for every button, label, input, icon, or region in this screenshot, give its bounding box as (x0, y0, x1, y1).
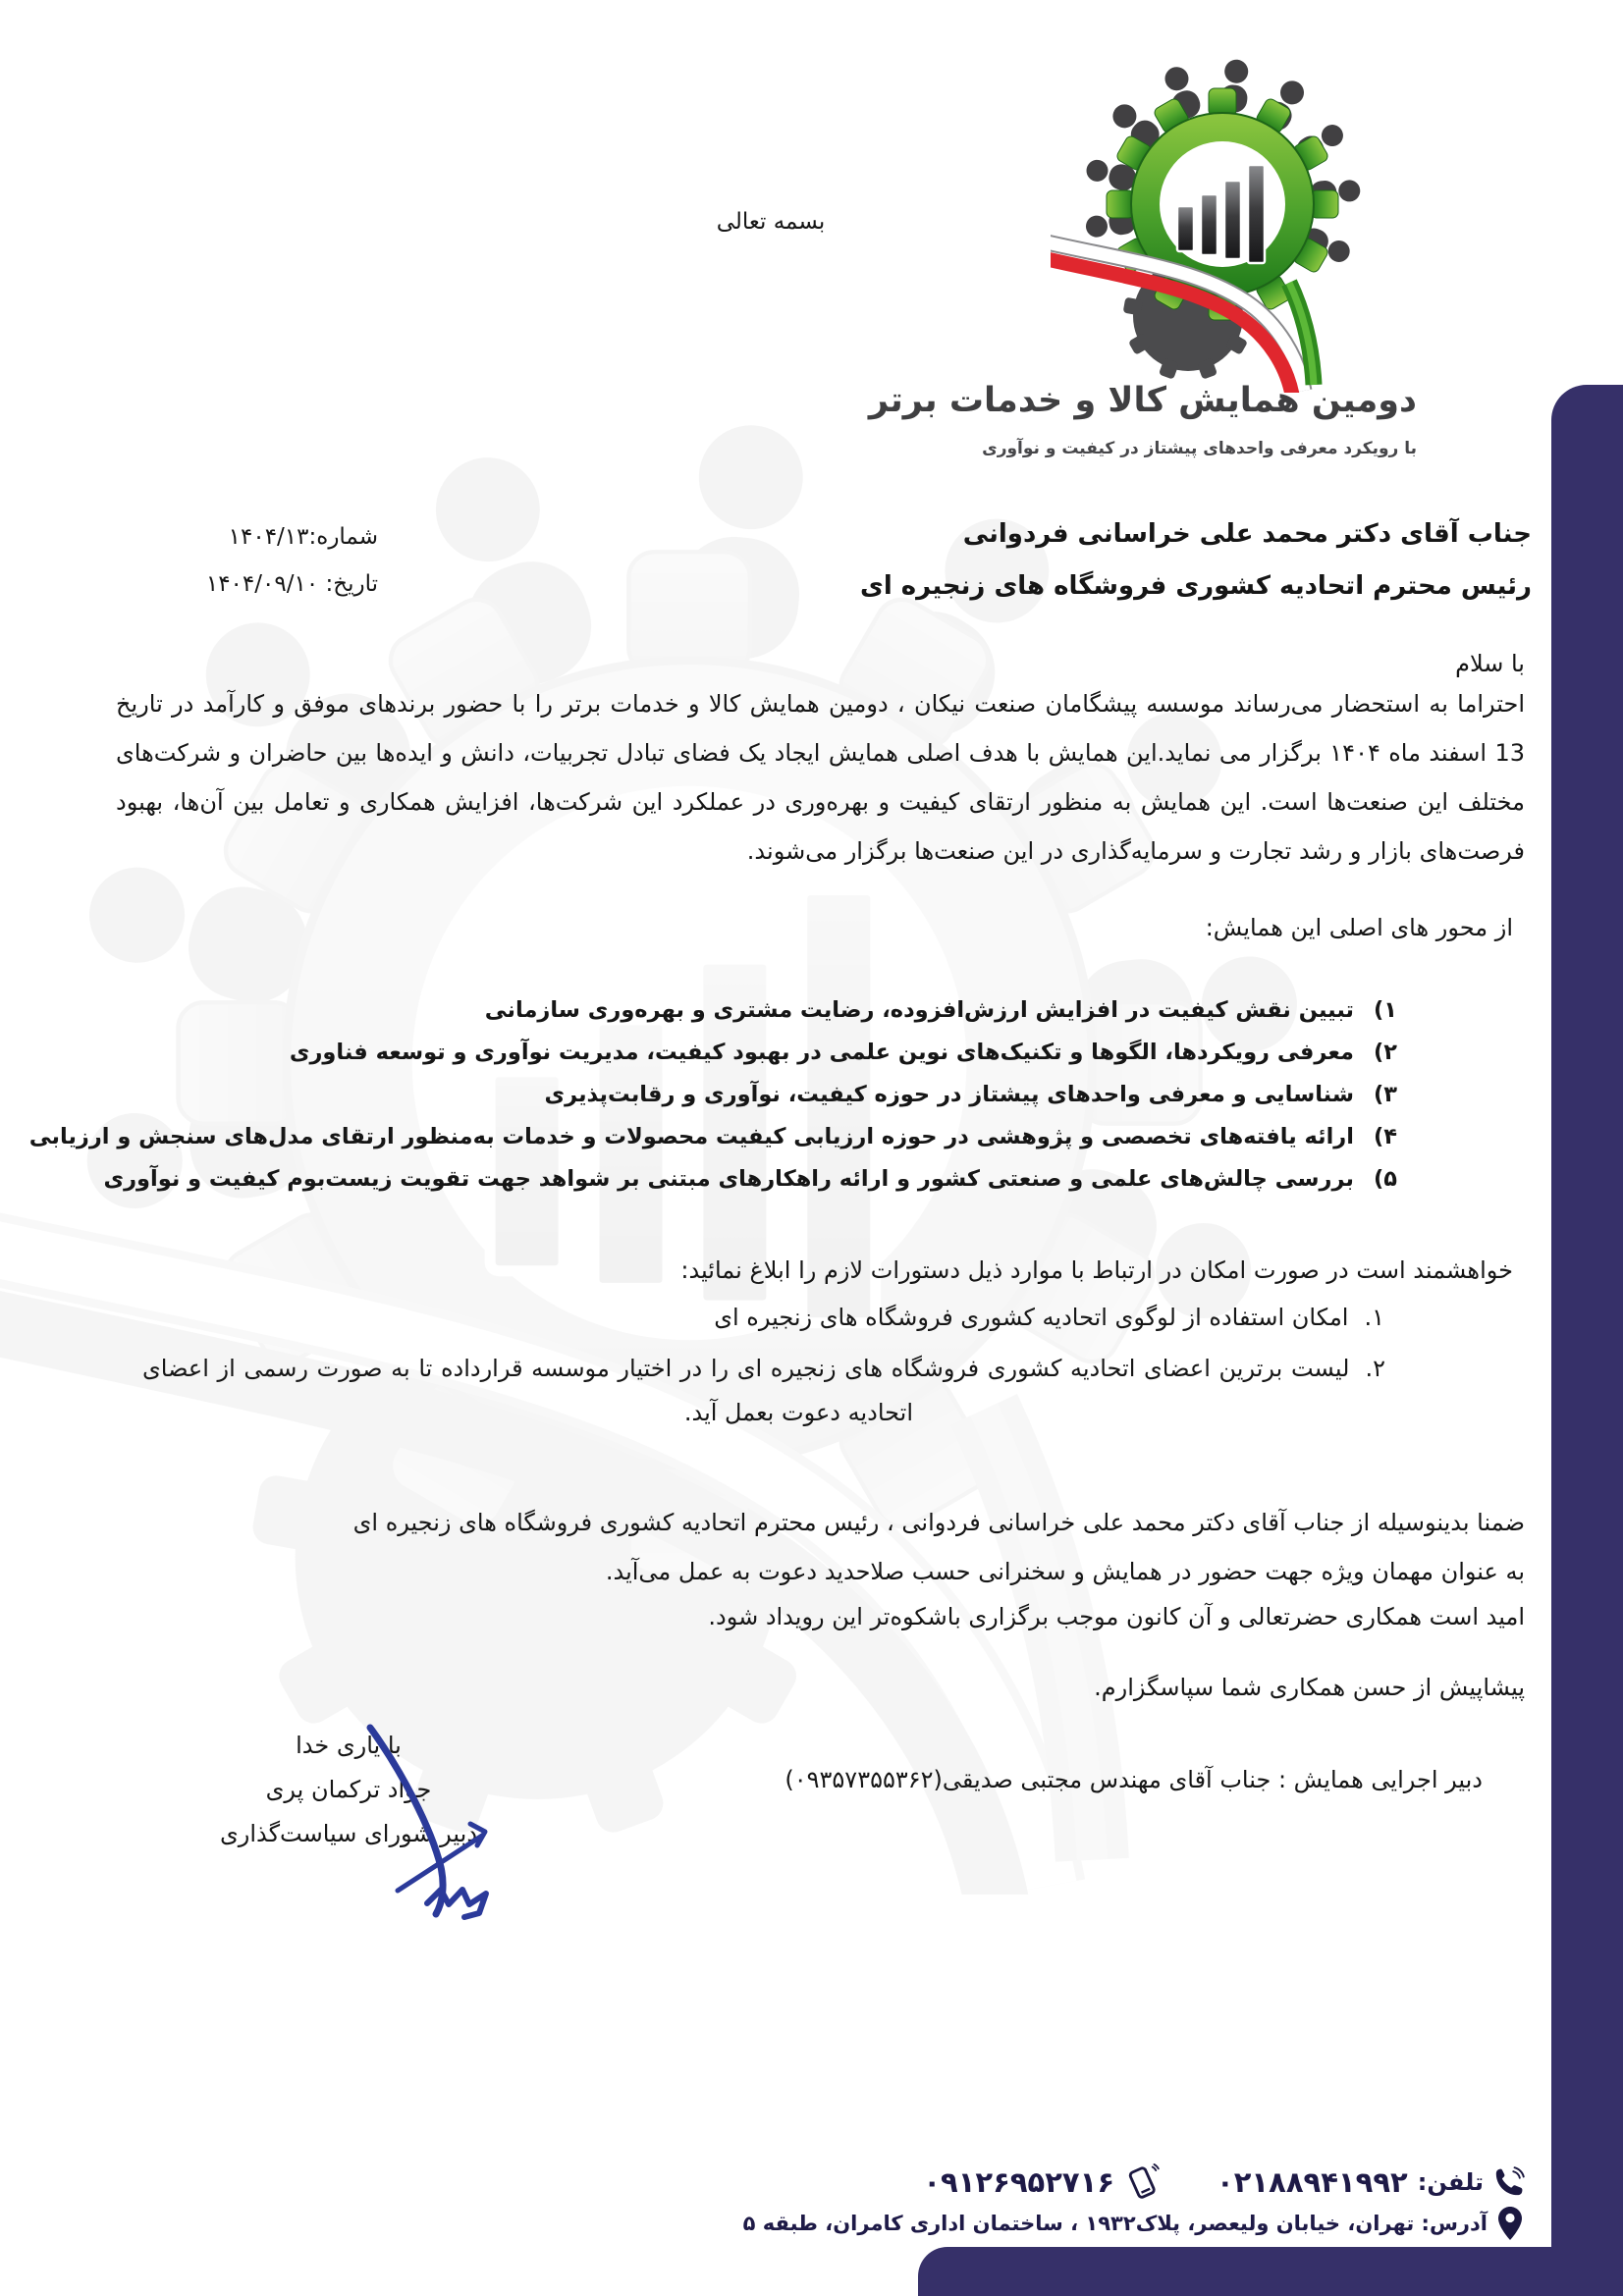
topic-text: ارائه یافته‌های تخصصی و پژوهشی در حوزه ارزیابی کیفیت محصولات و خدمات به‌منظور ارتقای مدل‌های سنجش و ارزیابی (28, 1124, 1354, 1149)
request-item-2 (142, 1355, 1385, 1382)
topic-item-5 (103, 1166, 1397, 1192)
mobile-phone-number: ۰۹۱۲۶۹۵۲۷۱۶ (923, 2165, 1115, 2199)
location-pin-icon (1497, 2207, 1523, 2240)
body-paragraph-line: مختلف این صنعت‌ها است. این همایش به منظور ارتقای کیفیت و بهره‌وری در عملکرد این شرکت‌ها، افزایش همکاری و تعامل بین آن‌ها، بهبود (116, 788, 1525, 816)
salutation: با سلام (1455, 650, 1525, 677)
topic-text: شناسایی و معرفی واحدهای پیشتاز در حوزه کیفیت، نوآوری و رقابت‌پذیری (544, 1082, 1354, 1107)
conference-gear-logo (1051, 59, 1384, 393)
letter-date-value: ۱۴۰۴/۰۹/۱۰ (205, 571, 319, 597)
request-item-2-continued: اتحادیه دعوت بعمل آید. (683, 1399, 913, 1426)
address-text: آدرس: تهران، خیابان ولیعصر، پلاک۱۹۳۲ ، ساختمان اداری کامران، طبقه ۵ (742, 2212, 1488, 2235)
letter-meta (147, 524, 378, 618)
topic-number: ۵) (1373, 1166, 1397, 1192)
signature-invocation: با یاری خدا (296, 1732, 402, 1759)
handwritten-signature (339, 1720, 530, 1931)
topic-text: معرفی رویکردها، الگوها و تکنیک‌های نوین علمی در بهبود کیفیت، مدیریت نوآوری و توسعه فناوری (289, 1040, 1354, 1065)
conference-title: دومین همایش کالا و خدمات برتر (868, 381, 1417, 420)
conference-subtitle: با رویکرد معرفی واحدهای پیشتاز در کیفیت و نوآوری (982, 439, 1417, 458)
body-paragraph-line: 13 اسفند ماه ۱۴۰۴ برگزار می نماید.این همایش با هدف اصلی همایش ایجاد یک فضای تبادل تجربیات، دانش و ایده‌ها بین حاضران و شرکت‌های (116, 739, 1526, 767)
topic-text: تبیین نقش کیفیت در افزایش ارزش‌افزوده، رضایت مشتری و بهره‌وری سازمانی (484, 997, 1354, 1023)
footer-address-line (743, 2207, 1523, 2240)
body-paragraph-line: احتراما به استحضار می‌رساند موسسه پیشگامان صنعت نیکان ، دومین همایش کالا و خدمات برتر را با حضور برندهای موفق و کارآمد در تاریخ (116, 690, 1525, 718)
topic-number: ۱) (1373, 997, 1397, 1023)
phone-label: تلفن: (1417, 2168, 1484, 2196)
office-phone-number: ۰۲۱۸۸۹۴۱۹۹۲ (1217, 2165, 1408, 2199)
body-paragraph-line: فرصت‌های بازار و رشد تجارت و سرمایه‌گذاری در این صنعت‌ها برگزار می‌شوند. (746, 837, 1525, 865)
signatory-name: جواد ترکمان پری (265, 1776, 432, 1803)
request-text: امکان استفاده از لوگوی اتحادیه کشوری فروشگاه های زنجیره ای (714, 1304, 1349, 1331)
request-number: ۲. (1365, 1355, 1385, 1382)
topic-item-4 (29, 1124, 1397, 1149)
topic-number: ۴) (1373, 1124, 1397, 1149)
thanks-line: پیشاپیش از حسن همکاری شما سپاسگزارم. (1094, 1674, 1525, 1701)
bismillah-text: بسمه تعالی (716, 209, 826, 235)
letter-number-label: شماره: (308, 524, 378, 550)
executive-secretary-line: دبیر اجرایی همایش : جناب آقای مهندس مجتبی صدیقی(۰۹۳۵۷۳۵۵۳۶۲) (784, 1766, 1483, 1793)
request-number: ۱. (1364, 1304, 1384, 1331)
topic-number: ۳) (1373, 1082, 1397, 1107)
bottom-accent-band (918, 2247, 1623, 2296)
letter-number (147, 524, 378, 550)
topic-item-1 (485, 997, 1397, 1023)
closing-line: ضمنا بدینوسیله از جناب آقای دکتر محمد علی خراسانی فردوانی ، رئیس محترم اتحادیه کشوری فروشگاه های زنجیره ای (352, 1509, 1525, 1536)
request-text: لیست برترین اعضای اتحادیه کشوری فروشگاه های زنجیره ای را در اختیار موسسه قرارداده تا به صورت رسمی از اعضای (142, 1355, 1350, 1382)
mobile-phone-icon (1124, 2163, 1160, 2201)
requests-intro: خواهشمند است در صورت امکان در ارتباط با موارد ذیل دستورات لازم را ابلاغ نمائید: (680, 1256, 1513, 1284)
topic-item-3 (544, 1082, 1397, 1107)
recipient-name: جناب آقای دکتر محمد علی خراسانی فردوانی (962, 519, 1532, 549)
topic-text: بررسی چالش‌های علمی و صنعتی کشور و ارائه راهکارهای مبتنی بر شواهد جهت تقویت زیست‌بوم کیفیت و نوآوری (103, 1166, 1354, 1192)
topic-item-2 (290, 1040, 1397, 1065)
recipient-block (860, 508, 1532, 613)
right-accent-band (1551, 385, 1623, 2296)
request-item-1 (714, 1304, 1384, 1331)
topic-number: ۲) (1373, 1040, 1397, 1065)
phone-icon (1493, 2166, 1525, 2198)
letter-number-value: ۱۴۰۴/۱۳ (228, 524, 309, 550)
signatory-title: دبیر شورای سیاست‌گذاری (219, 1820, 478, 1847)
topics-heading: از محور های اصلی این همایش: (1205, 914, 1513, 941)
recipient-role: رئیس محترم اتحادیه کشوری فروشگاه های زنجیره ای (860, 571, 1532, 601)
closing-line: امید است همکاری حضرتعالی و آن کانون موجب برگزاری باشکوه‌تر این رویداد شود. (708, 1603, 1525, 1630)
footer-phone-line (923, 2163, 1525, 2201)
letter-date-label: تاریخ: (318, 571, 378, 597)
closing-line: به عنوان مهمان ویژه جهت حضور در همایش و سخنرانی حسب صلاحدید دعوت به عمل می‌آید. (605, 1558, 1525, 1585)
letter-date (147, 571, 378, 597)
